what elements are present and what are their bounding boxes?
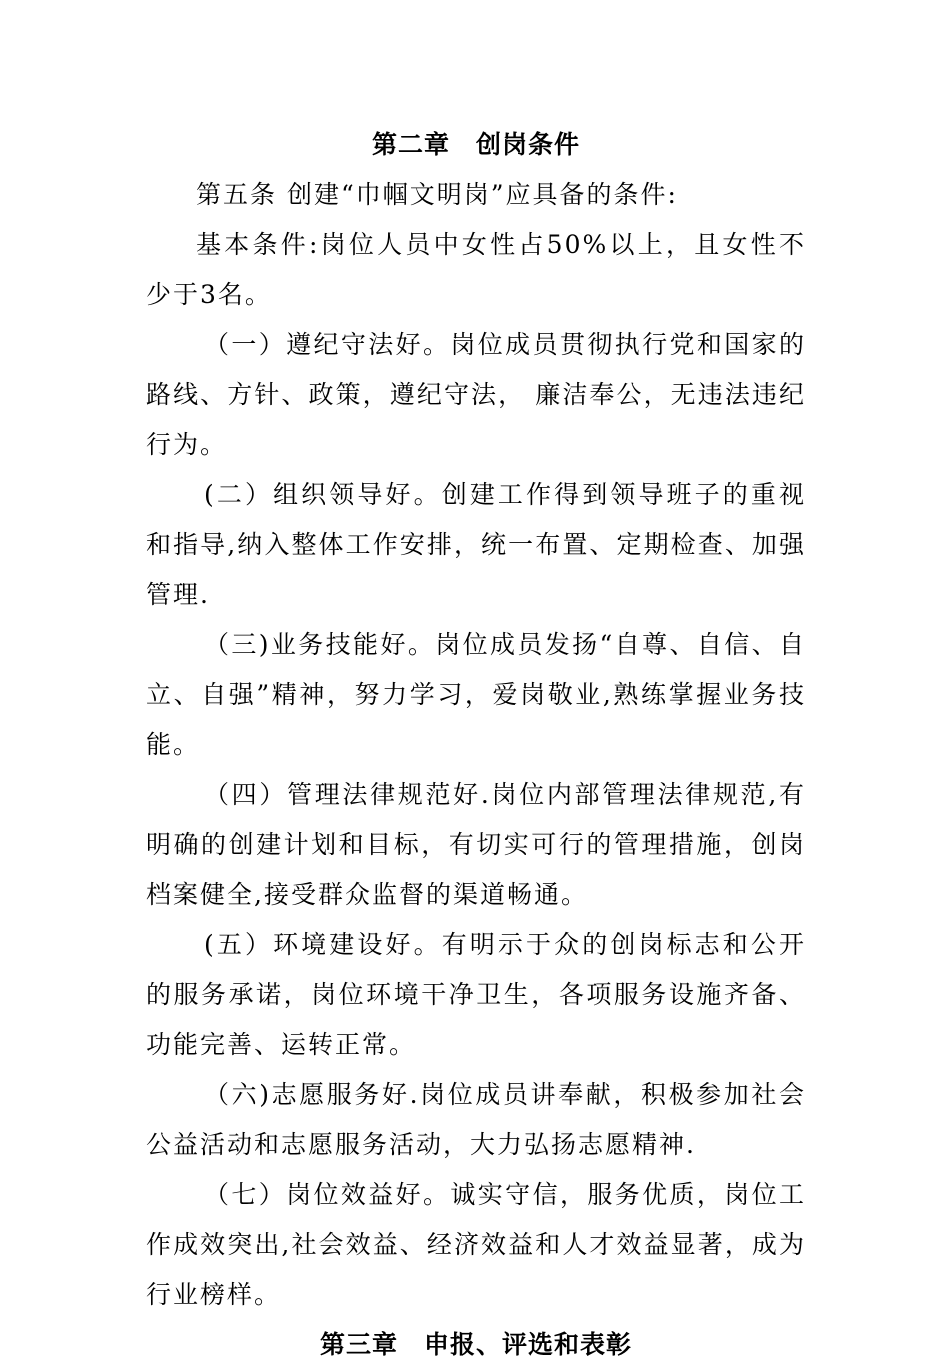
chapter-2-number: 第二章 — [371, 130, 450, 159]
document-body — [146, 120, 806, 1370]
condition-item-1: （一）遵纪守法好。岗位成员贯彻执行党和国家的路线、方针、政策，遵纪守法， 廉洁奉公，无违法违纪行为。 — [146, 330, 806, 459]
chapter-2-heading — [146, 120, 806, 170]
condition-item-6: （六)志愿服务好.岗位成员讲奉献，积极参加社会公益活动和志愿服务活动，大力弘扬志愿精神. — [146, 1080, 806, 1159]
basic-condition: 基本条件:岗位人员中女性占50%以上，且女性不少于3名。 — [146, 230, 806, 309]
chapter-3-heading — [146, 1320, 806, 1370]
condition-item-3: （三)业务技能好。岗位成员发扬“自尊、自信、自立、自强”精神，努力学习，爱岗敬业,熟练掌握业务技能。 — [146, 630, 806, 759]
condition-item-5: (五）环境建设好。有明示于众的创岗标志和公开的服务承诺，岗位环境干净卫生，各项服务设施齐备、功能完善、运转正常。 — [146, 930, 806, 1059]
chapter-3-title: 申报、评选和表彰 — [424, 1330, 633, 1359]
chapter-2-title: 创岗条件 — [476, 130, 581, 159]
chapter-3-number: 第三章 — [319, 1330, 398, 1359]
condition-item-2: (二）组织领导好。创建工作得到领导班子的重视和指导,纳入整体工作安排，统一布置、定期检查、加强管理. — [146, 480, 806, 609]
article-5: 第五条 创建“巾帼文明岗”应具备的条件: — [196, 180, 678, 209]
condition-item-4: （四）管理法律规范好.岗位内部管理法律规范,有明确的创建计划和目标，有切实可行的管理措施，创岗档案健全,接受群众监督的渠道畅通。 — [146, 780, 806, 909]
condition-item-7: （七）岗位效益好。诚实守信，服务优质，岗位工作成效突出,社会效益、经济效益和人才效益显著，成为行业榜样。 — [146, 1180, 806, 1309]
